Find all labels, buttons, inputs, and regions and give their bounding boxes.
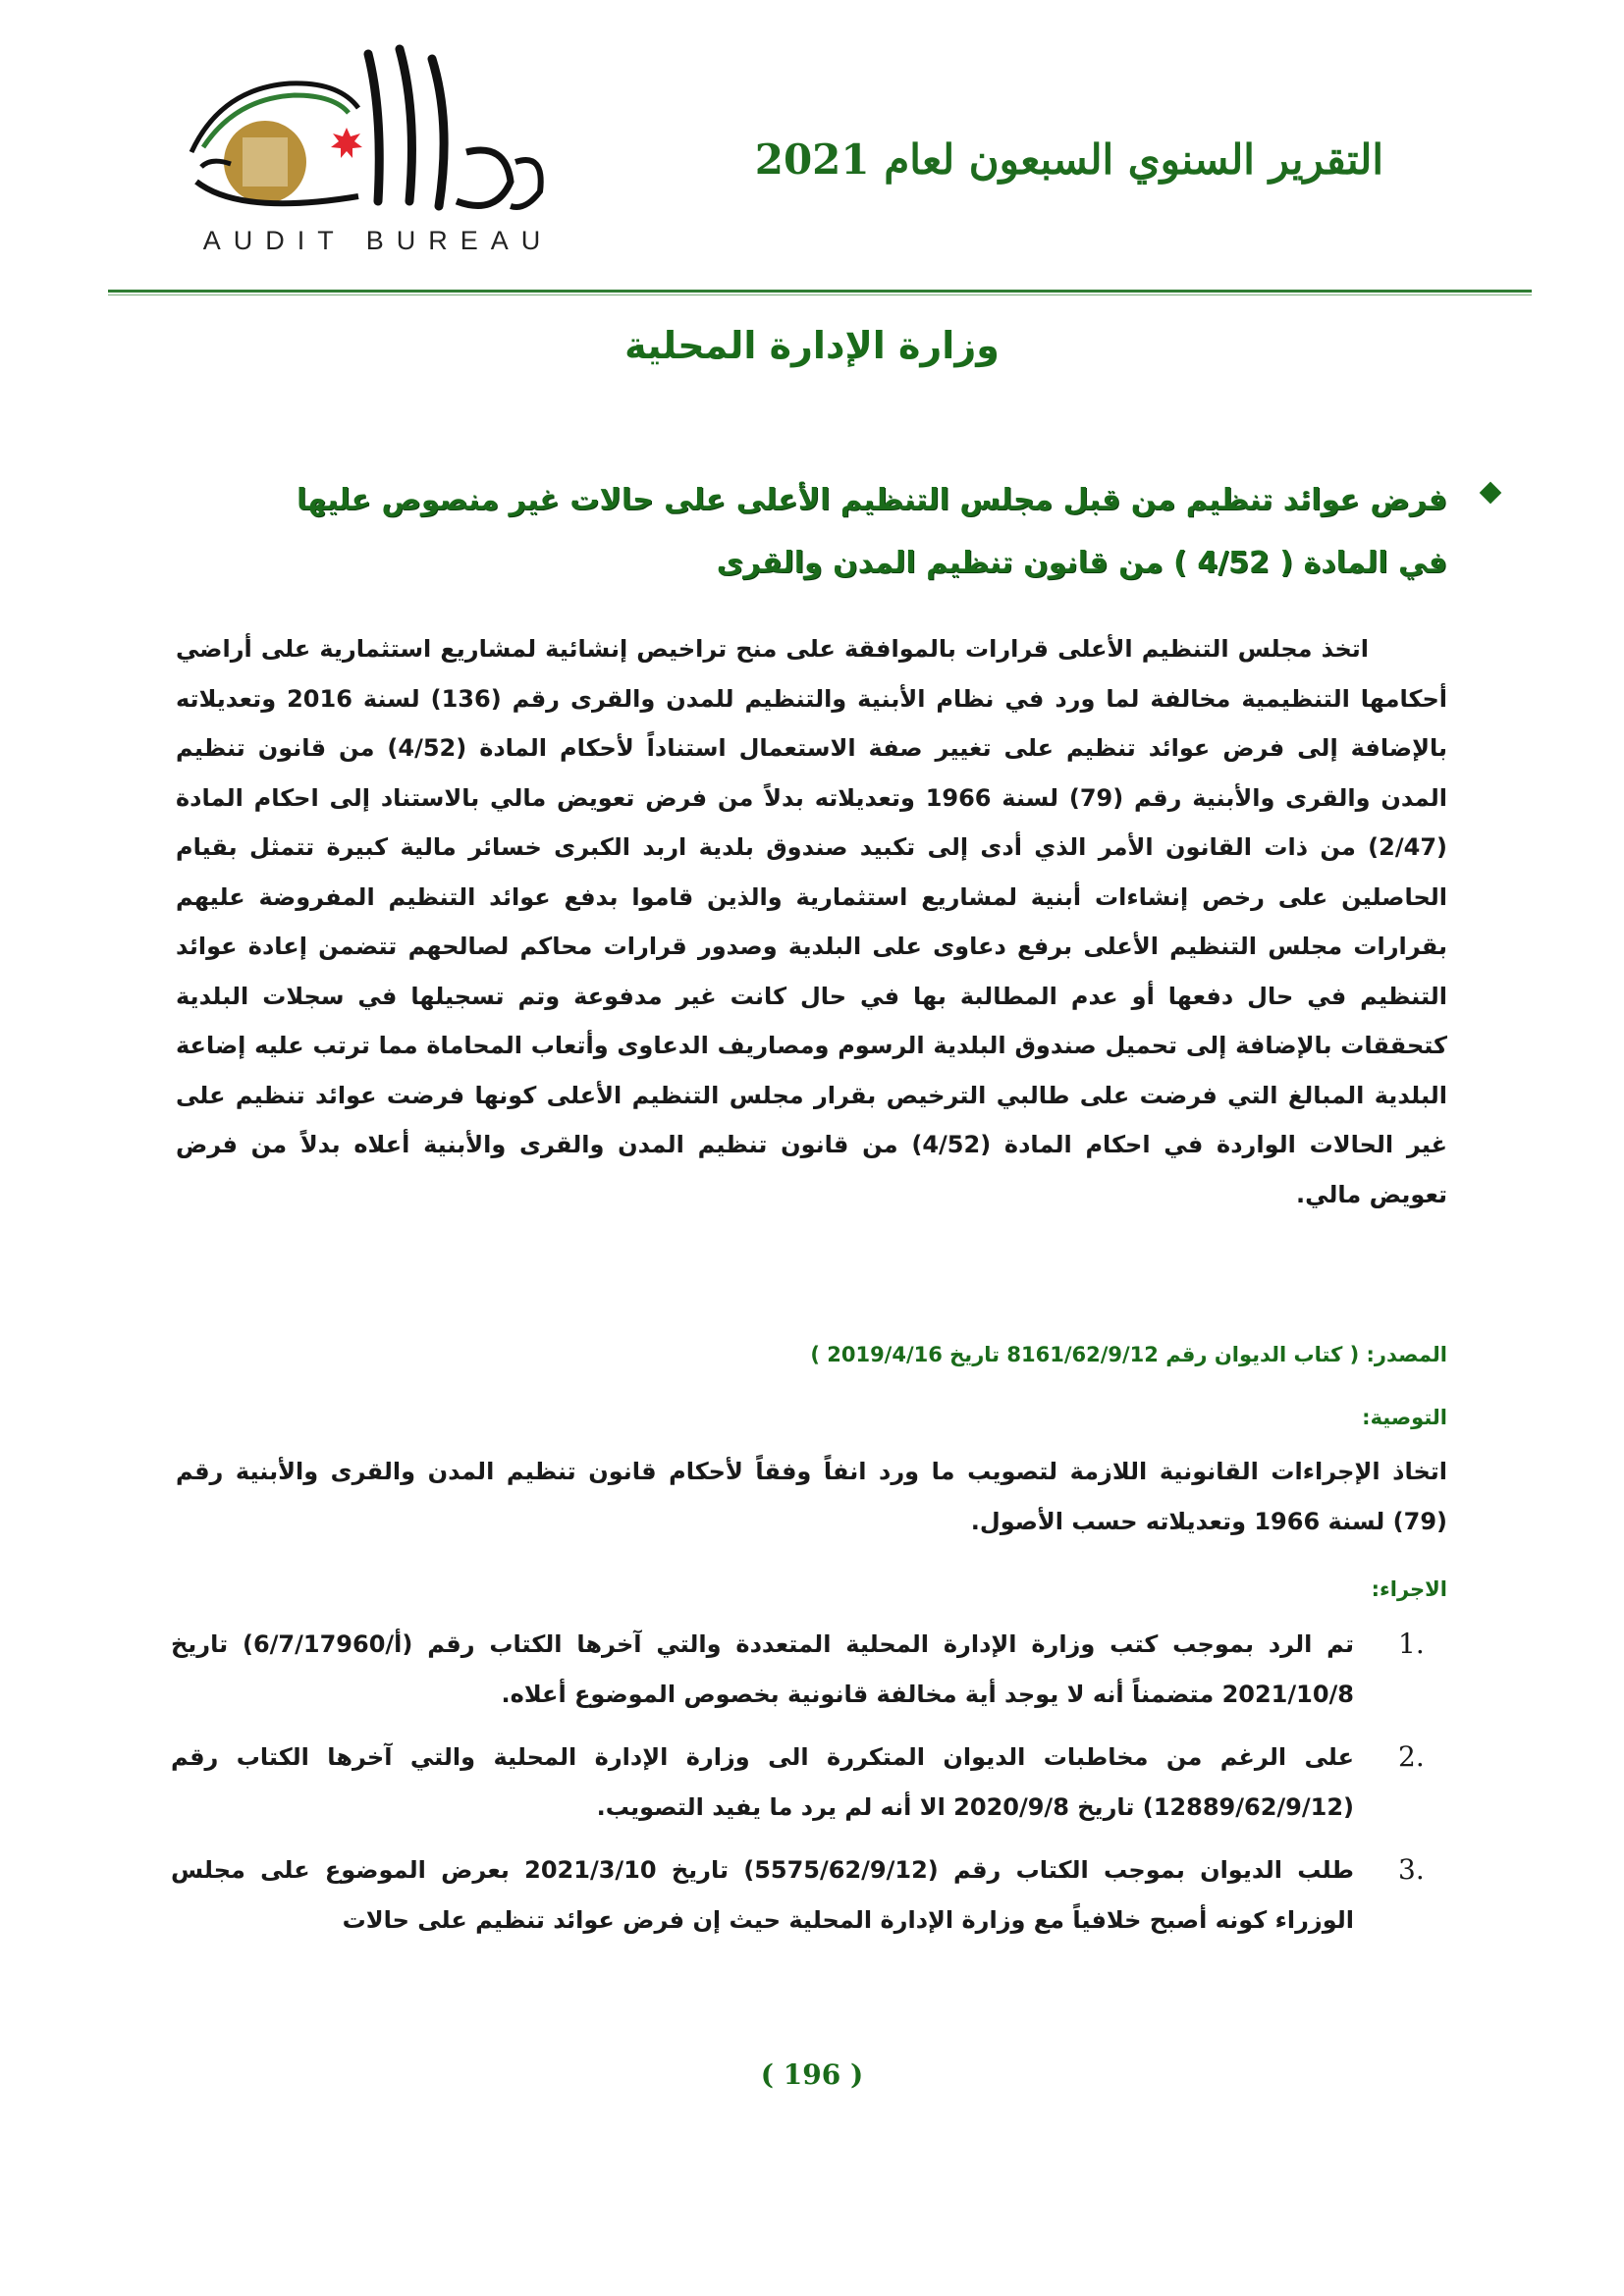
action-item [171,1733,1447,1832]
ministry-title: وزارة الإدارة المحلية [624,324,1000,367]
finding-title: فرض عوائد تنظيم من قبل مجلس التنظيم الأعلى على حالات غير منصوص عليها في المادة ( 4/52 ) من قانون تنظيم المدن والقرى [297,483,1447,580]
logo-emblem-icon [182,34,565,231]
action-number: 3. [1398,1853,1425,1886]
action-item [171,1845,1447,1945]
source-reference: المصدر: ( كتاب الديوان رقم 8161/62/9/12 تاريخ 2019/4/16 ) [810,1343,1447,1366]
action-text: على الرغم من مخاطبات الديوان المتكررة الى وزارة الإدارة المحلية والتي آخرها الكتاب رقم (12889/62/9/12) تاريخ 2020/9/8 الا أنه لم يرد ما يفيد التصويب. [171,1743,1354,1821]
recommendation-text: اتخاذ الإجراءات القانونية اللازمة لتصويب ما ورد انفاً وفقاً لأحكام قانون تنظيم المدن والقرى والأبنية رقم (79) لسنة 1966 وتعديلاته حسب الأصول. [176,1458,1447,1535]
action-item [171,1620,1447,1719]
recommendation-label: التوصية: [1362,1406,1447,1429]
actions-label: الاجراء: [1371,1577,1447,1601]
header-divider [108,290,1532,293]
finding-body: اتخذ مجلس التنظيم الأعلى قرارات بالموافقة على منح تراخيص إنشائية لمشاريع استثمارية على أراضي أحكامها التنظيمية مخالفة لما ورد في نظام الأبنية والتنظيم للمدن والقرى رقم (136) لسنة 2016 وتعديلاته بالإضافة إلى فرض عوائد تنظيم على تغيير صفة الاستعمال استناداً لأحكام المادة (4/52) من قانون تنظيم المدن والقرى والأبنية رقم (79) لسنة 1966 وتعديلاته بدلاً من فرض تعويض مالي بالاستناد إلى احكام المادة (2/47) من ذات القانون الأمر الذي أدى إلى تكبيد صندوق بلدية اربد الكبرى خسائر مالية كبيرة تتمثل بقيام الحاصلين على رخص إنشاءات أبنية لمشاريع استثمارية والذين قاموا بدفع عوائد التنظيم المفروضة عليهم بقرارات مجلس التنظيم الأعلى برفع دعاوى على البلدية وصدور قرارات محاكم لصالحهم تتضمن إعادة عوائد التنظيم في حال دفعها أو عدم المطالبة بها في حال كانت غير مدفوعة وتم تسجيلها في سجلات البلدية كتحققات بالإضافة إلى تحميل صندوق البلدية الرسوم ومصاريف الدعاوى وأتعاب المحاماة مما ترتب عليه إضاعة البلدية المبالغ التي فرضت على طالبي الترخيص بقرار مجلس التنظيم الأعلى كونها فرضت عوائد تنظيم على غير الحالات الواردة في احكام المادة (4/52) من قانون تنظيم المدن والقرى والأبنية أعلاه بدلاً من فرض تعويض مالي. [176,635,1448,1208]
header-divider-thin [108,294,1532,295]
diamond-bullet-icon [1480,482,1502,505]
action-text: تم الرد بموجب كتب وزارة الإدارة المحلية المتعددة والتي آخرها الكتاب رقم (أ/6/7/17960) تاريخ 2021/10/8 متضمناً أنه لا يوجد أية مخالفة قانونية بخصوص الموضوع أعلاه. [171,1630,1354,1708]
audit-bureau-logo [182,34,565,260]
page-number: ( 196 ) [760,2058,864,2091]
action-text: طلب الديوان بموجب الكتاب رقم (5575/62/9/12) تاريخ 2021/3/10 بعرض الموضوع على مجلس الوزراء كونه أصبح خلافياً مع وزارة الإدارة المحلية حيث إن فرض عوائد تنظيم على حالات [171,1856,1355,1934]
actions-list [171,1620,1447,1958]
report-title: التقرير السنوي السبعون لعام 2021 [754,135,1383,184]
logo-english-text: AUDIT BUREAU [202,226,554,255]
action-number: 2. [1398,1740,1425,1773]
action-number: 1. [1398,1628,1425,1660]
